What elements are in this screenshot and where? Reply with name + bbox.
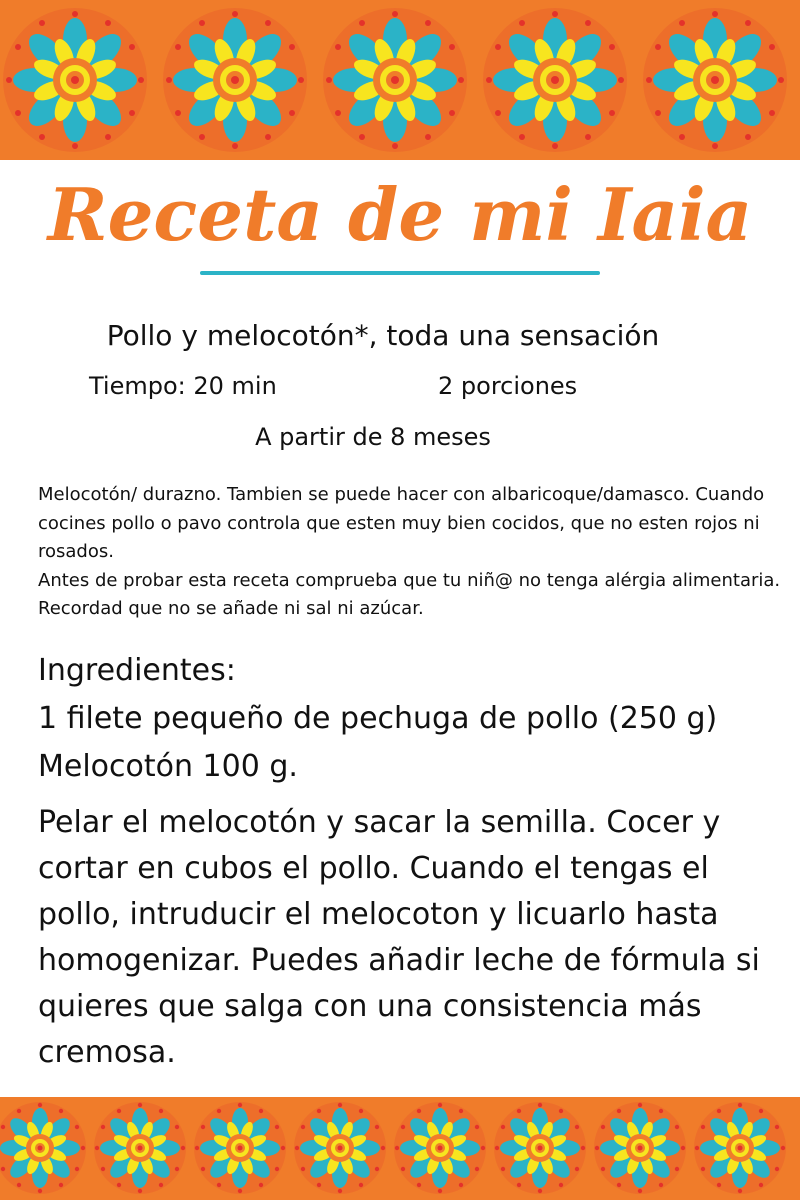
ingredient-item: 1 filete pequeño de pechuga de pollo (250 g) xyxy=(38,701,718,736)
top-mandala-pattern xyxy=(0,0,800,160)
ingredient-item: Melocotón 100 g. xyxy=(38,749,298,784)
title-underline xyxy=(200,271,600,275)
instructions-text: Pelar el melocotón y sacar la semilla. Cocer y cortar en cubos el pollo. Cuando el tengas el pollo, intruducir el melocoton y licuarlo hasta homogenizar. Puedes añadir leche de fórmula si quieres que salga con una consistencia más cremosa. xyxy=(38,805,760,1070)
top-mandala-border xyxy=(0,0,800,160)
recipe-subtitle: Pollo y melocotón*, toda una sensación xyxy=(106,319,660,352)
bottom-mandala-border xyxy=(0,1097,800,1200)
ingredients-section xyxy=(38,647,783,791)
recipe-note xyxy=(38,481,783,624)
ingredients-heading: Ingredientes: xyxy=(38,653,236,688)
note-allergy-warning: Antes de probar esta receta comprueba que tu niñ@ no tenga alérgia alimentaria. Recordad que no se añade ni sal ni azúcar. xyxy=(38,569,781,619)
note-substitution: Melocotón/ durazno. Tambien se puede hacer con albaricoque/damasco. Cuando cocines pollo o pavo controla que esten muy bien cocidos, que no esten rojos ni rosados. xyxy=(38,484,765,562)
servings: 2 porciones xyxy=(438,372,578,400)
recipe-title: Receta de mi Iaia xyxy=(47,172,753,257)
age-recommendation: A partir de 8 meses xyxy=(255,423,491,451)
prep-time: Tiempo: 20 min xyxy=(89,372,277,400)
bottom-mandala-pattern xyxy=(0,1097,800,1200)
